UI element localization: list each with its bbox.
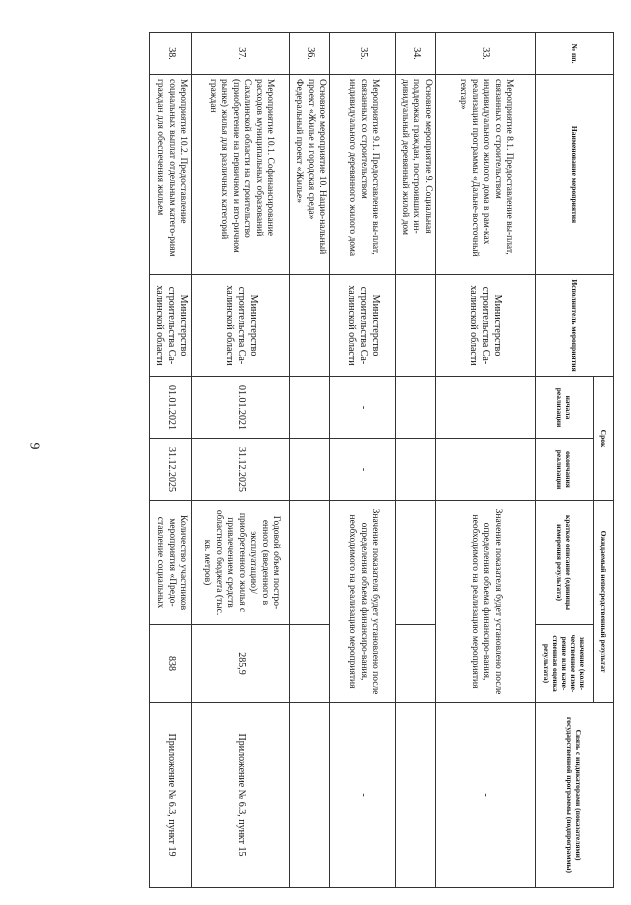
row-start: 01.01.2021 bbox=[150, 377, 192, 439]
row-name: Мероприятие 10.1. Софинансирование расходов муниципальных образований Сахалинской области на строительство (приобретение на первичном и вто-ричном рынке) жилья для различных категорий граждан bbox=[192, 75, 290, 275]
row-num: 35. bbox=[330, 33, 396, 75]
row-executor: Министерство строительства Са-халинской области bbox=[150, 275, 192, 377]
row-result-merged: Значение показателя будет установлено после определения объема финансиро-вания, необходимого на реализацию мероприятия bbox=[330, 501, 396, 703]
rotated-table-holder bbox=[152, 32, 614, 887]
row-value: 838 bbox=[150, 625, 192, 703]
row-start: - bbox=[330, 377, 396, 439]
row-desc: Годовой объем постро-енного (введенного в эксплуатацию)/ приобретенного жилья с привлечением средств областного бюджета (тыс. кв. метров) bbox=[192, 501, 290, 625]
table-row bbox=[330, 33, 396, 888]
table-row bbox=[192, 33, 290, 888]
measures-table bbox=[150, 32, 615, 888]
row-name: Основное мероприятие 9. Социальная поддержка граждан, построивших ин-дивидуальный деревянный жилой дом bbox=[396, 75, 436, 275]
row-name: Мероприятие 8.1. Предоставление вы-плат, связанных со строительством индивидуального жилого дома в рам-ках реализации программы «Дальне-восточный гектар» bbox=[436, 75, 536, 275]
row-link bbox=[396, 703, 436, 888]
row-value bbox=[396, 625, 436, 703]
header-name: Наименование мероприятия bbox=[536, 75, 614, 275]
row-executor: Министерство строительства Са-халинской области bbox=[192, 275, 290, 377]
row-num: 37. bbox=[192, 33, 290, 75]
row-num: 33. bbox=[436, 33, 536, 75]
row-end bbox=[290, 439, 330, 501]
header-result: Ожидаемый непосредственный результат bbox=[594, 501, 614, 703]
row-executor: Министерство строительства Са-халинской области bbox=[436, 275, 536, 377]
row-name: Мероприятие 10.2. Предоставление социальных выплат отдельным катего-риям граждан для обеспечения жильем bbox=[150, 75, 192, 275]
row-end bbox=[436, 439, 536, 501]
row-start bbox=[436, 377, 536, 439]
row-executor bbox=[396, 275, 436, 377]
row-executor bbox=[290, 275, 330, 377]
row-desc bbox=[290, 501, 330, 625]
row-value: 285,9 bbox=[192, 625, 290, 703]
header-start: начала реализации bbox=[536, 377, 594, 439]
table-row bbox=[290, 33, 330, 888]
row-link: - bbox=[436, 703, 536, 888]
row-link: Приложение № 6.3, пункт 15 bbox=[192, 703, 290, 888]
header-link: Связь с индикаторами (показателями) государственной программы (подпрограммы) bbox=[536, 703, 614, 888]
row-num: 38. bbox=[150, 33, 192, 75]
row-start bbox=[396, 377, 436, 439]
row-end: 31.12.2025 bbox=[192, 439, 290, 501]
row-result-merged: Значение показателя будет установлено после определения объема финансиро-вания, необходимого на реализацию мероприятия bbox=[436, 501, 536, 703]
row-end: 31.12.2025 bbox=[150, 439, 192, 501]
header-value: значение (коли-чественное изме-рение или каче-ственная оценка результата) bbox=[536, 625, 594, 703]
row-executor: Министерство строительства Са-халинской области bbox=[330, 275, 396, 377]
row-link: Приложение № 6.3, пункт 19 bbox=[150, 703, 192, 888]
table-row bbox=[396, 33, 436, 888]
header-desc: краткое описание (единицы измерения результата) bbox=[536, 501, 594, 625]
row-value bbox=[290, 625, 330, 703]
row-num: 34. bbox=[396, 33, 436, 75]
row-end bbox=[396, 439, 436, 501]
row-end: - bbox=[330, 439, 396, 501]
header-num: № пп. bbox=[536, 33, 614, 75]
row-desc: Количество участников мероприятия «Предо-ставление социальных bbox=[150, 501, 192, 625]
header-term: Срок bbox=[594, 377, 614, 501]
row-name: Мероприятие 9.1. Предоставление вы-плат, связанных со строительством индивидуального деревянного жилого дома bbox=[330, 75, 396, 275]
header-end: окончания реализации bbox=[536, 439, 594, 501]
row-name: Основное мероприятие 10. Нацио-нальный проект «Жилье и городская среда» Федеральный проект «Жилье» bbox=[290, 75, 330, 275]
row-link: - bbox=[330, 703, 396, 888]
table-row bbox=[150, 33, 192, 888]
row-num: 36. bbox=[290, 33, 330, 75]
row-desc bbox=[396, 501, 436, 625]
header-executor: Исполнитель мероприятия bbox=[536, 275, 614, 377]
row-link bbox=[290, 703, 330, 888]
row-start bbox=[290, 377, 330, 439]
row-start: 01.01.2021 bbox=[192, 377, 290, 439]
page-number: 9 bbox=[26, 442, 42, 450]
table-row bbox=[436, 33, 536, 888]
